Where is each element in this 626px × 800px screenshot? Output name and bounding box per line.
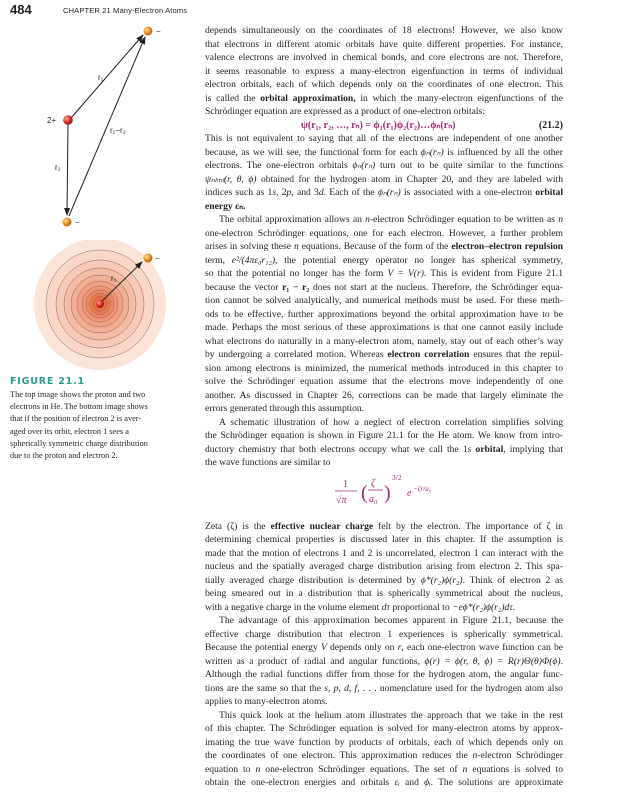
- text-line: [205, 267, 563, 281]
- text-line-content: [205, 456, 563, 470]
- text-run: . Think of electron 2 as: [462, 574, 563, 586]
- text-run: determining chemical properties is discussed later in this chapter. If the assumption is: [205, 534, 563, 545]
- text-line: [205, 709, 563, 723]
- text-run: with a negative charge in the volume element: [205, 601, 382, 613]
- text-line: [205, 443, 563, 457]
- text-line-content: [205, 173, 563, 187]
- text-line: [205, 416, 563, 430]
- text-run: Zeta (ζ) is the: [205, 520, 271, 532]
- text-line: [205, 38, 563, 52]
- text-run: . This is evident from Figure 21.1: [423, 268, 563, 279]
- text-run: term,: [205, 254, 232, 266]
- text-line-content: [205, 749, 563, 763]
- math-term: s: [272, 187, 277, 198]
- text-line-content: [205, 186, 563, 200]
- text-line-content: [205, 375, 563, 389]
- text-run: effective charge distribution that electron 1 experiences is spherically symmetrical.: [205, 628, 563, 640]
- text-run: The advantage of this approximation becomes apparent in Figure 21.1, because the: [219, 615, 563, 626]
- text-line-content: [205, 655, 563, 669]
- text-run: -electron Schrödinger: [477, 750, 563, 761]
- text-run: nucleus and the spatially averaged charge distribution arising from electron 2. This spa-: [205, 561, 563, 572]
- eq-exp-power: −ζr/a₀: [413, 484, 432, 493]
- text-run: because the vector: [205, 281, 283, 293]
- math-term: ϕₙ(rₙ): [352, 160, 376, 171]
- text-line-content: [205, 722, 563, 736]
- text-run: This is not equivalent to saying that all of the electrons are independent of one another: [205, 133, 563, 144]
- text-run: by undergoing a correlated motion. Whereas: [205, 349, 388, 360]
- text-run: applies to many-electron atoms.: [205, 696, 328, 707]
- text-run: -electron Schrödinger equation to be written as: [369, 214, 559, 225]
- text-run: . Each of the: [323, 187, 378, 198]
- text-line-content: [205, 601, 563, 615]
- bold-term: orbital: [475, 443, 504, 455]
- page-number: 484: [10, 2, 32, 17]
- text-run: indices such as 1: [205, 187, 273, 198]
- bold-term: r₁ − r₂: [282, 281, 310, 293]
- text-run: tion cannot be solved analytically, and numerical methods must be used. For these meth-: [205, 295, 563, 306]
- text-run: the wave functions are similar to: [205, 457, 331, 468]
- text-line: [205, 213, 563, 227]
- math-term: ϕᵢ: [424, 777, 431, 788]
- text-line-content: [205, 587, 563, 601]
- text-line-content: [205, 78, 563, 92]
- text-line: [205, 105, 563, 119]
- electron-2-charge: −: [75, 218, 80, 227]
- text-line-content: [205, 335, 563, 349]
- text-line-content: [205, 105, 563, 119]
- text-line: [205, 65, 563, 79]
- text-run: is called the: [205, 92, 261, 104]
- equation-formula: ψ(r₁, r₂, …, rₙ) = ϕ₁(r₁)ϕ₂(r₂)…ϕₙ(rₙ): [301, 119, 456, 131]
- text-line-content: [205, 281, 563, 295]
- text-line-content: [205, 348, 563, 362]
- text-run: imating the true wave function by products of orbitals, each of which depends only on: [205, 736, 563, 748]
- text-run: , implying that: [503, 443, 563, 455]
- text-line-content: [205, 240, 563, 254]
- figure-caption: [10, 389, 190, 462]
- text-line-content: [205, 146, 563, 160]
- text-line-content: [205, 533, 563, 547]
- text-line: [205, 24, 563, 38]
- eq-power: 3/2: [392, 472, 402, 482]
- label-r1-minus-r2: r₁−r₂: [110, 126, 126, 135]
- math-term: ϕ*(r₂)ϕ(r₂): [420, 574, 463, 586]
- text-line: [205, 51, 563, 65]
- figure-top-vectors: [0, 20, 190, 240]
- text-run: tially averaged charge distribution is determined by: [205, 574, 421, 586]
- text-line: [205, 560, 563, 574]
- text-run: being smeared out in a distribution that is spherically symmetrical about the nucleus,: [205, 588, 563, 599]
- eq-a0: a₀: [369, 493, 378, 505]
- text-run: This quick look at the helium atom illustrates the approach that we take in the rest: [219, 709, 563, 721]
- bold-term: electron–electron repulsion: [451, 241, 563, 252]
- text-line-content: [205, 389, 563, 403]
- equation-number: (21.2): [538, 119, 563, 131]
- nucleus: [63, 115, 73, 125]
- math-term: dτ: [381, 601, 390, 613]
- math-term: V: [320, 642, 327, 653]
- caption-line: electrons in He. The bottom image shows: [10, 402, 148, 412]
- text-run: is associated with a one-electron: [400, 187, 536, 198]
- text-line: [205, 641, 563, 655]
- text-run: one-electron Schrödinger equations. The set of: [260, 763, 463, 775]
- text-run: The orbital approximation allows an: [219, 214, 366, 225]
- text-line: [205, 281, 563, 295]
- text-line: [205, 240, 563, 254]
- math-term: −eϕ*(r₂)ϕ(r₂)dτ: [452, 601, 513, 613]
- text-line-content: [205, 254, 563, 268]
- text-line-content: [205, 132, 563, 146]
- math-term: d: [318, 187, 324, 198]
- text-line: [205, 132, 563, 146]
- text-line-content: [205, 736, 563, 750]
- text-run: Because the potential energy: [205, 642, 321, 653]
- text-line-content: [219, 416, 563, 430]
- caption-line: The top image shows the proton and two: [10, 390, 146, 399]
- text-run: another. As discussed in Chapter 26, corrections can be made that largely eliminate the: [205, 389, 563, 401]
- equation-21-2: [205, 119, 563, 133]
- text-line: [205, 308, 563, 322]
- text-run: in which the many-electron eigenfunctions of the: [355, 92, 563, 104]
- math-term: ϕ(r) = ϕ(r, θ, ϕ) = R(r)Θ(θ)Φ(ϕ): [424, 655, 561, 667]
- text-run: . The solutions are approximate: [430, 777, 564, 788]
- text-run: of this chapter. The Schrödinger equation is solved for many-electron atoms by approx-: [205, 723, 563, 734]
- text-line: [205, 456, 563, 470]
- text-run: solve the Schrödinger equation assume that the electrons move independently of one: [205, 376, 563, 387]
- text-line-content: [205, 443, 563, 457]
- equation-wavefunction: [205, 470, 563, 520]
- text-run: one-electron Schrödinger equations, one for each electron. However, a further problem: [205, 227, 563, 239]
- math-term: n: [365, 214, 370, 225]
- caption-line: spherically symmetric charge distribution: [10, 438, 148, 448]
- text-line: [205, 348, 563, 362]
- text-line-content: [205, 668, 563, 682]
- text-run: errors generated through this assumption.: [205, 403, 365, 414]
- text-line-content: [205, 628, 563, 642]
- text-run: ods to be effective, further approximations beyond the orbital approximation have to be: [205, 308, 563, 320]
- math-term: s, p, d, f,: [324, 682, 360, 694]
- text-run: .: [512, 601, 516, 613]
- text-run: , each one-electron wave function can be: [401, 642, 564, 653]
- nucleus-charge: 2+: [47, 116, 57, 125]
- text-line: [205, 574, 563, 588]
- text-run: because, as we will see, the functional form for each: [205, 146, 421, 158]
- vector-r1: [71, 35, 143, 118]
- text-line-content: [205, 560, 563, 574]
- text-line-content: [205, 547, 563, 561]
- bold-term: energy εₙ.: [205, 200, 246, 212]
- svg-text:): ): [384, 481, 391, 504]
- eq-numerator: 1: [343, 478, 348, 490]
- text-run: , and 3: [291, 187, 319, 198]
- text-run: .: [560, 655, 563, 667]
- text-run: obtained for the hydrogen atom in Chapter 20, and they are labeled with: [256, 173, 563, 185]
- text-line: [205, 321, 563, 335]
- text-line-content: [205, 641, 563, 655]
- text-run: ductory chemistry that both electrons occupy what we call the 1: [205, 443, 468, 455]
- math-term: ϕₙ(rₙ): [420, 146, 444, 158]
- text-run: and: [399, 777, 425, 788]
- text-line: [205, 254, 563, 268]
- text-line-content: [205, 200, 563, 214]
- caption-line: aged over its orbit, electron 1 sees a: [10, 426, 129, 436]
- text-line: [205, 763, 563, 777]
- text-line: [205, 200, 563, 214]
- math-term: n: [472, 750, 478, 761]
- text-run: obtain the one-electron energies and orbitals: [205, 777, 395, 788]
- text-line-content: [205, 65, 563, 79]
- text-line: [205, 335, 563, 349]
- text-line: [205, 682, 563, 696]
- text-run: written as a product of radial and angular functions,: [205, 655, 425, 667]
- text-run: electron orbitals, each of which depends only on the coordinates of one electron. This: [205, 79, 563, 90]
- math-term: e²/(4πε₀r₁₂): [231, 254, 276, 266]
- text-run: ensures that the repul-: [469, 349, 563, 360]
- eq-exp: e: [407, 487, 412, 499]
- text-line-content: [205, 294, 563, 308]
- text-line: [205, 375, 563, 389]
- text-line: [205, 749, 563, 763]
- text-line-content: [205, 429, 563, 443]
- text-line-content: [205, 38, 563, 52]
- text-line: [205, 362, 563, 376]
- label-r1: r₁: [98, 73, 104, 82]
- text-run: equation to: [205, 763, 256, 775]
- text-line: [205, 389, 563, 403]
- text-run: sion among electrons is minimized, the numerical methods introduced in this chapter to: [205, 362, 563, 374]
- nucleus: [96, 300, 104, 308]
- math-term: n: [558, 214, 563, 225]
- text-line: [205, 186, 563, 200]
- text-run: made. Perhaps the most serious of these approximations is that one cannot easily include: [205, 322, 563, 333]
- text-line: [205, 402, 563, 416]
- text-line-content: [205, 51, 563, 65]
- text-run: what electrons do naturally in a many-electron atom, namely, stay out of each other’s way: [205, 335, 563, 347]
- text-run: is influenced by all the other: [443, 146, 563, 158]
- text-line-content: [205, 308, 563, 322]
- bold-term: orbital: [535, 187, 563, 198]
- text-run: depends only on: [326, 642, 398, 653]
- math-term: εᵢ: [394, 777, 400, 788]
- math-term: r: [397, 642, 402, 653]
- bold-term: electron correlation: [387, 349, 470, 360]
- text-line-content: [205, 267, 563, 281]
- text-run: felt by the electron. The importance of ζ in: [373, 520, 563, 532]
- caption-line: that if the position of electron 2 is aver-: [10, 414, 142, 424]
- text-line-content: [205, 695, 563, 709]
- running-header: CHAPTER 21 Many-Electron Atoms: [63, 6, 188, 15]
- text-run: so that the potential no longer has the form: [205, 268, 388, 279]
- eq-denominator: √π: [336, 494, 347, 506]
- text-line: [205, 614, 563, 628]
- text-run: . . . nomenclature used for the hydrogen atom also: [359, 682, 563, 694]
- text-run: does not start at the nucleus. Therefore, the Schrödinger equa-: [309, 281, 563, 293]
- math-term: n: [293, 241, 299, 252]
- text-line: [205, 668, 563, 682]
- text-run: , 2: [276, 187, 287, 198]
- text-run: A schematic illustration of how a neglect of electron correlation simplifies solving: [219, 416, 563, 428]
- text-line-content: [205, 24, 563, 38]
- text-line: [205, 92, 563, 106]
- text-line: [205, 294, 563, 308]
- svg-text:(: (: [361, 481, 368, 504]
- text-line-content: [219, 213, 563, 227]
- text-run: Schrödinger equation are expressed as a product of one-electron orbitals:: [205, 106, 485, 117]
- eq-zeta: ζ: [371, 477, 376, 489]
- text-line-content: [205, 574, 563, 588]
- bold-term: orbital approximation,: [260, 92, 356, 104]
- math-term: n: [462, 763, 468, 775]
- text-run: that electrons in different atomic orbitals have quite different properties. For instance,: [205, 38, 563, 50]
- figure-bottom-charge-distribution: [0, 240, 190, 380]
- text-line-content: [219, 709, 563, 723]
- text-line: [205, 695, 563, 709]
- text-line: [205, 520, 563, 534]
- text-line-content: [205, 321, 563, 335]
- bold-term: effective nuclear charge: [270, 520, 374, 532]
- text-run: it seems reasonable to express a many-electron eigenfunction in terms of individual: [205, 65, 563, 77]
- math-term: s: [467, 443, 472, 455]
- label-r2: r₂: [55, 163, 61, 172]
- text-line: [205, 587, 563, 601]
- text-line: [205, 173, 563, 187]
- text-line: [205, 227, 563, 241]
- text-run: equations. Because of the form of the: [298, 241, 452, 252]
- text-line: [205, 601, 563, 615]
- text-line-content: [205, 520, 563, 534]
- text-run: depends simultaneously on the coordinates of 18 electrons! However, we also know: [205, 25, 563, 36]
- text-run: valence electrons are involved in chemical bonds, and core electrons are not. Therefore,: [205, 52, 563, 63]
- main-text-column: [205, 24, 563, 790]
- caption-line: due to the proton and electron 2.: [10, 450, 118, 460]
- text-run: the Schrödinger equation is shown in Figure 21.1 for the He atom. We know from intro-: [205, 430, 563, 441]
- text-run: equations is solved to: [467, 763, 563, 775]
- vector-r1-minus-r2: [69, 37, 145, 216]
- text-line: [205, 146, 563, 160]
- text-line-content: [205, 159, 563, 173]
- text-line: [205, 78, 563, 92]
- text-line-content: [205, 362, 563, 376]
- text-run: , the potential energy operator no longer has spherical symmetry,: [275, 254, 563, 266]
- math-term: p: [286, 187, 292, 198]
- math-term: n: [255, 763, 261, 775]
- electron-1: [144, 27, 153, 36]
- paragraph-block: [205, 132, 563, 470]
- text-line: [205, 776, 563, 790]
- electron-1: [144, 254, 153, 263]
- math-term: V = V(r): [387, 268, 424, 279]
- text-line-content: [205, 763, 563, 777]
- text-line: [205, 159, 563, 173]
- figure-caption-title: FIGURE 21.1: [10, 376, 85, 387]
- text-line: [205, 547, 563, 561]
- math-term: ψₙₗₘₗ(r, θ, ϕ): [205, 173, 257, 185]
- text-line-content: [205, 227, 563, 241]
- text-line: [205, 533, 563, 547]
- text-line: [205, 722, 563, 736]
- text-run: proportional to: [389, 601, 453, 613]
- electron-charge: −: [155, 254, 160, 263]
- text-line-content: [219, 614, 563, 628]
- text-line: [205, 655, 563, 669]
- math-term: ϕₙ(rₙ): [377, 187, 401, 198]
- paragraph-block: [205, 24, 563, 119]
- text-line: [205, 429, 563, 443]
- label-r1: r₁: [111, 274, 117, 283]
- vector-r2: [67, 124, 68, 215]
- paragraph-block: [205, 520, 563, 790]
- text-line: [205, 736, 563, 750]
- text-line: [205, 628, 563, 642]
- text-run: Although the radial functions differ from those for the hydrogen atom, the angular func-: [205, 669, 563, 680]
- text-run: the coordinates of one electron. This approximation reduces the: [205, 750, 473, 761]
- text-line-content: [205, 776, 563, 790]
- text-line-content: [205, 92, 563, 106]
- text-run: arises in solving these: [205, 241, 294, 252]
- text-line-content: [205, 402, 563, 416]
- text-line-content: [205, 682, 563, 696]
- electron-2: [63, 218, 72, 227]
- text-run: electrons. The one-electron orbitals: [205, 160, 353, 171]
- text-run: made that the motion of electrons 1 and 2 is uncorrelated, electron 1 can interact with the: [205, 547, 563, 559]
- text-run: tions are the same so that the: [205, 682, 325, 694]
- text-run: turn out to be quite similar to the functions: [375, 160, 563, 171]
- electron-1-charge: −: [156, 27, 161, 36]
